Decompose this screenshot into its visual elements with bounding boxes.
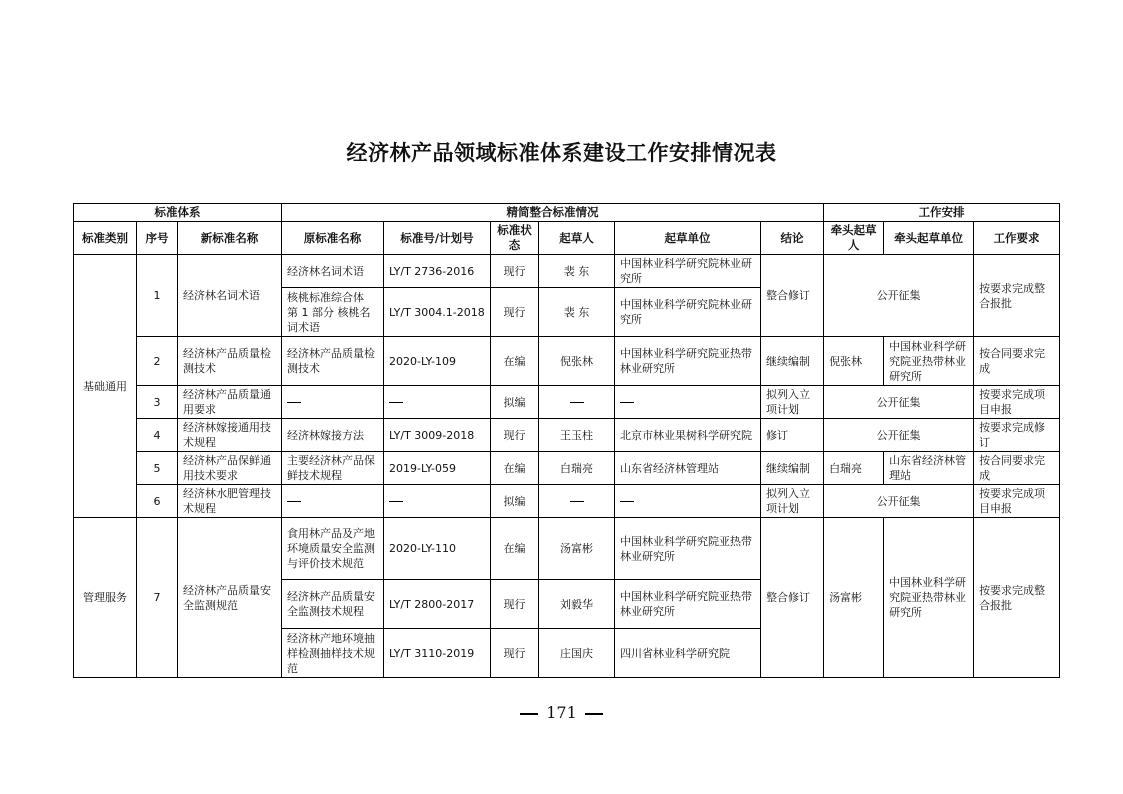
status: 现行: [491, 419, 539, 452]
unit: [615, 485, 761, 518]
unit: [615, 386, 761, 419]
code: 2020-LY-109: [384, 337, 491, 386]
orig-name: 经济林产地环境抽样检测抽样技术规范: [282, 629, 384, 678]
page-footer: [0, 703, 1123, 722]
dash-mark: [570, 501, 584, 502]
unit: 中国林业科学研究院亚热带林业研究所: [615, 580, 761, 629]
code: [384, 485, 491, 518]
unit: 中国林业科学研究院林业研究所: [615, 288, 761, 337]
unit: 北京市林业果树科学研究院: [615, 419, 761, 452]
orig-name: 经济林嫁接方法: [282, 419, 384, 452]
lead-unit: 中国林业科学研究院亚热带林业研究所: [884, 518, 974, 678]
conclusion: 修订: [761, 419, 824, 452]
category-cell: 管理服务: [74, 518, 137, 678]
new-name: 经济林产品质量安全监测规范: [178, 518, 282, 678]
requirement: 按要求完成项目申报: [974, 386, 1060, 419]
code: LY/T 3004.1-2018: [384, 288, 491, 337]
header-no: 序号: [137, 222, 178, 255]
unit: 中国林业科学研究院亚热带林业研究所: [615, 518, 761, 580]
status: 现行: [491, 580, 539, 629]
table-row: [74, 337, 1060, 386]
unit: 山东省经济林管理站: [615, 452, 761, 485]
category-cell: 基础通用: [74, 255, 137, 518]
header-lead-unit: 牵头起草单位: [884, 222, 974, 255]
code: LY/T 3110-2019: [384, 629, 491, 678]
conclusion: 继续编制: [761, 452, 824, 485]
status: 在编: [491, 518, 539, 580]
new-name: 经济林产品保鲜通用技术要求: [178, 452, 282, 485]
header-group-row: [74, 204, 1060, 222]
conclusion: 拟列入立项计划: [761, 485, 824, 518]
requirement: 按合同要求完成: [974, 337, 1060, 386]
conclusion: 整合修订: [761, 255, 824, 337]
drafter: 汤富彬: [539, 518, 615, 580]
footer-dash-left: [520, 713, 538, 715]
table-row: [74, 452, 1060, 485]
page-number: 171: [546, 703, 577, 722]
drafter: 庄国庆: [539, 629, 615, 678]
conclusion: 整合修订: [761, 518, 824, 678]
code: 2020-LY-110: [384, 518, 491, 580]
header-row: [74, 222, 1060, 255]
header-status: 标准状态: [491, 222, 539, 255]
status: 在编: [491, 452, 539, 485]
dash-mark: [620, 402, 634, 403]
dash-mark: [287, 501, 301, 502]
lead: 公开征集: [824, 255, 974, 337]
status: 在编: [491, 337, 539, 386]
drafter: [539, 485, 615, 518]
row-no: 5: [137, 452, 178, 485]
standards-table: [73, 203, 1060, 678]
orig-name: 经济林名词术语: [282, 255, 384, 288]
header-conclusion: 结论: [761, 222, 824, 255]
status: 拟编: [491, 485, 539, 518]
row-no: 1: [137, 255, 178, 337]
requirement: 按要求完成项目申报: [974, 485, 1060, 518]
drafter: 裴 东: [539, 255, 615, 288]
page-title: 经济林产品领域标准体系建设工作安排情况表: [346, 140, 777, 165]
row-no: 7: [137, 518, 178, 678]
new-name: 经济林名词术语: [178, 255, 282, 337]
lead-person: 倪张林: [824, 337, 884, 386]
lead: 公开征集: [824, 419, 974, 452]
new-name: 经济林水肥管理技术规程: [178, 485, 282, 518]
header-code: 标准号/计划号: [384, 222, 491, 255]
conclusion: 拟列入立项计划: [761, 386, 824, 419]
new-name: 经济林产品质量检测技术: [178, 337, 282, 386]
new-name: 经济林产品质量通用要求: [178, 386, 282, 419]
requirement: 按要求完成整合报批: [974, 255, 1060, 337]
lead-person: 白瑞亮: [824, 452, 884, 485]
drafter: 王玉柱: [539, 419, 615, 452]
lead-unit: 中国林业科学研究院亚热带林业研究所: [884, 337, 974, 386]
requirement: 按合同要求完成: [974, 452, 1060, 485]
unit: 中国林业科学研究院亚热带林业研究所: [615, 337, 761, 386]
code: LY/T 2736-2016: [384, 255, 491, 288]
status: 现行: [491, 629, 539, 678]
footer-dash-right: [585, 713, 603, 715]
row-no: 6: [137, 485, 178, 518]
table-row: [74, 386, 1060, 419]
orig-name: 经济林产品质量检测技术: [282, 337, 384, 386]
drafter: 白瑞亮: [539, 452, 615, 485]
dash-mark: [620, 501, 634, 502]
dash-mark: [287, 402, 301, 403]
code: [384, 386, 491, 419]
header-group-work: 工作安排: [824, 204, 1060, 222]
header-drafter: 起草人: [539, 222, 615, 255]
orig-name: 食用林产品及产地环境质量安全监测与评价技术规范: [282, 518, 384, 580]
requirement: 按要求完成整合报批: [974, 518, 1060, 678]
table-row: [74, 518, 1060, 580]
lead: 公开征集: [824, 386, 974, 419]
orig-name: [282, 485, 384, 518]
dash-mark: [389, 402, 403, 403]
orig-name: 经济林产品质量安全监测技术规程: [282, 580, 384, 629]
orig-name: 核桃标准综合体 第 1 部分 核桃名词术语: [282, 288, 384, 337]
table-row: [74, 419, 1060, 452]
dash-mark: [570, 402, 584, 403]
status: 拟编: [491, 386, 539, 419]
drafter: 倪张林: [539, 337, 615, 386]
header-unit: 起草单位: [615, 222, 761, 255]
header-group-system: 标准体系: [74, 204, 282, 222]
table-row: [74, 485, 1060, 518]
orig-name: 主要经济林产品保鲜技术规程: [282, 452, 384, 485]
header-orig-name: 原标准名称: [282, 222, 384, 255]
conclusion: 继续编制: [761, 337, 824, 386]
status: 现行: [491, 288, 539, 337]
drafter: [539, 386, 615, 419]
row-no: 4: [137, 419, 178, 452]
dash-mark: [389, 501, 403, 502]
header-requirement: 工作要求: [974, 222, 1060, 255]
requirement: 按要求完成修订: [974, 419, 1060, 452]
code: 2019-LY-059: [384, 452, 491, 485]
drafter: 裴 东: [539, 288, 615, 337]
orig-name: [282, 386, 384, 419]
header-lead-person: 牵头起草人: [824, 222, 884, 255]
header-category: 标准类别: [74, 222, 137, 255]
code: LY/T 2800-2017: [384, 580, 491, 629]
new-name: 经济林嫁接通用技术规程: [178, 419, 282, 452]
row-no: 2: [137, 337, 178, 386]
header-group-refine: 精简整合标准情况: [282, 204, 824, 222]
code: LY/T 3009-2018: [384, 419, 491, 452]
header-new-name: 新标准名称: [178, 222, 282, 255]
unit: 中国林业科学研究院林业研究所: [615, 255, 761, 288]
lead-unit: 山东省经济林管理站: [884, 452, 974, 485]
unit: 四川省林业科学研究院: [615, 629, 761, 678]
drafter: 刘毅华: [539, 580, 615, 629]
status: 现行: [491, 255, 539, 288]
lead-person: 汤富彬: [824, 518, 884, 678]
lead: 公开征集: [824, 485, 974, 518]
row-no: 3: [137, 386, 178, 419]
table-row: [74, 255, 1060, 288]
